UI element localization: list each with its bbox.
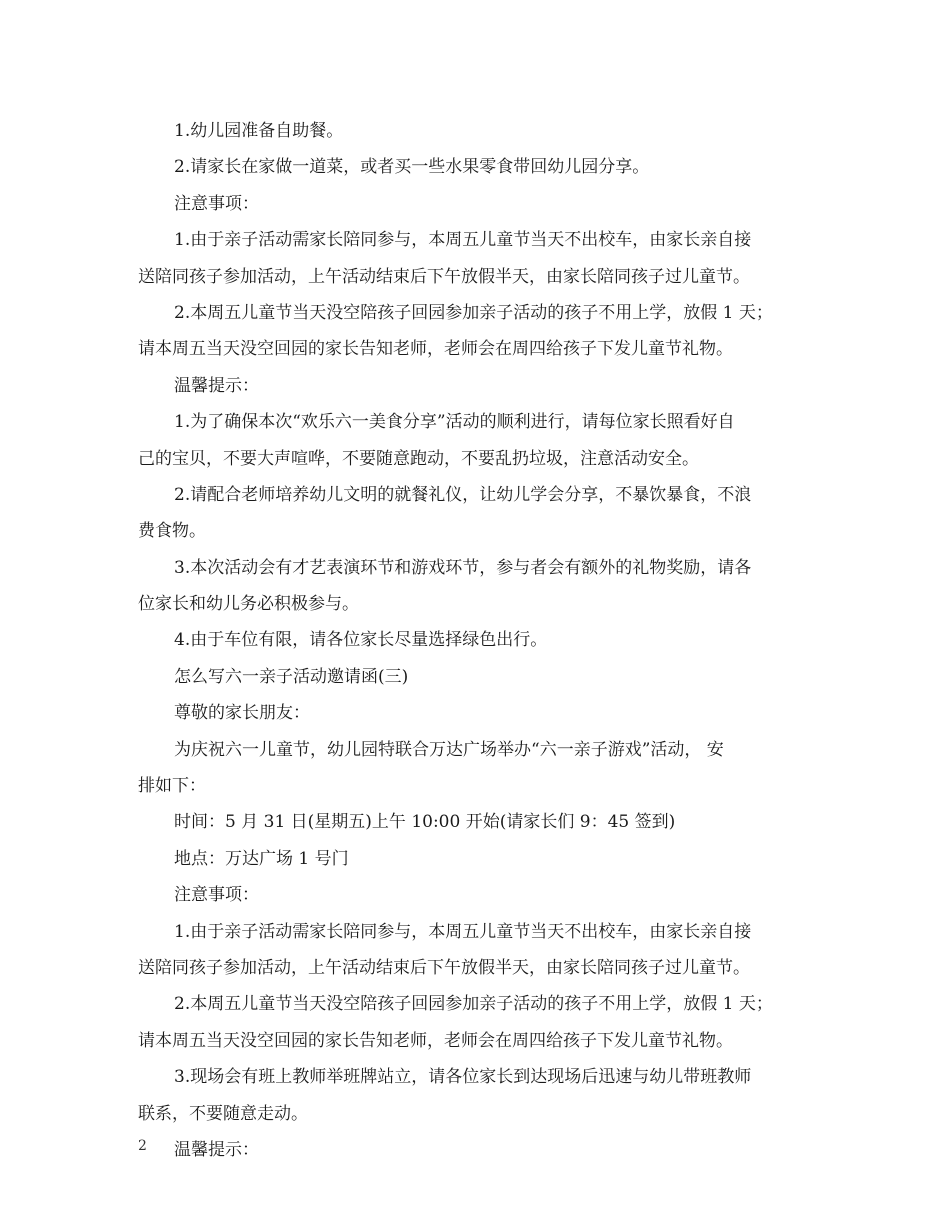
text-line: 请本周五当天没空回园的家长告知老师，老师会在周四给孩子下发儿童节礼物。 bbox=[138, 339, 733, 360]
text-line: 注意事项： bbox=[174, 885, 259, 906]
text-line: 送陪同孩子参加活动，上午活动结束后下午放假半天，由家长陪同孩子过儿童节。 bbox=[138, 266, 750, 287]
text-line: 1.为了确保本次“欢乐六一美食分享”活动的顺利进行，请每位家长照看好自 bbox=[174, 412, 735, 433]
text-line: 4.由于车位有限，请各位家长尽量选择绿色出行。 bbox=[174, 630, 548, 651]
document-body bbox=[138, 113, 828, 1168]
text-line: 注意事项： bbox=[174, 193, 259, 214]
text-line: 排如下： bbox=[138, 776, 206, 797]
text-line: 请本周五当天没空回园的家长告知老师，老师会在周四给孩子下发儿童节礼物。 bbox=[138, 1030, 733, 1051]
text-line: 地点：万达广场 1 号门 bbox=[174, 848, 349, 869]
text-line: 为庆祝六一儿童节，幼儿园特联合万达广场举办“六一亲子游戏”活动， 安 bbox=[174, 739, 724, 760]
text-line: 位家长和幼儿务必积极参与。 bbox=[138, 594, 359, 615]
text-line: 1.幼儿园准备自助餐。 bbox=[174, 121, 344, 141]
text-line: 温馨提示： bbox=[174, 1139, 259, 1160]
text-line: 时间：5 月 31 日(星期五)上午 10:00 开始(请家长们 9：45 签到) bbox=[174, 812, 676, 833]
text-line: 2.请家长在家做一道菜，或者买一些水果零食带回幼儿园分享。 bbox=[174, 157, 650, 178]
text-line: 1.由于亲子活动需家长陪同参与，本周五儿童节当天不出校车，由家长亲自接 bbox=[174, 230, 752, 251]
text-line: 送陪同孩子参加活动，上午活动结束后下午放假半天，由家长陪同孩子过儿童节。 bbox=[138, 957, 750, 978]
text-line: 费食物。 bbox=[138, 521, 206, 542]
page-number: 2 bbox=[138, 1138, 147, 1154]
text-line: 3.本次活动会有才艺表演环节和游戏环节，参与者会有额外的礼物奖励，请各 bbox=[174, 557, 752, 578]
text-line: 己的宝贝，不要大声喧哗，不要随意跑动，不要乱扔垃圾，注意活动安全。 bbox=[138, 448, 699, 469]
text-line: 1.由于亲子活动需家长陪同参与，本周五儿童节当天不出校车，由家长亲自接 bbox=[174, 921, 752, 942]
text-line: 温馨提示： bbox=[174, 375, 259, 396]
text-line: 2.请配合老师培养幼儿文明的就餐礼仪，让幼儿学会分享，不暴饮暴食，不浪 bbox=[174, 484, 752, 505]
text-line: 2.本周五儿童节当天没空陪孩子回园参加亲子活动的孩子不用上学，放假 1 天； bbox=[174, 302, 773, 323]
text-line: 怎么写六一亲子活动邀请函(三) bbox=[174, 666, 409, 687]
text-line: 3.现场会有班上教师举班牌站立，请各位家长到达现场后迅速与幼儿带班教师 bbox=[174, 1067, 752, 1088]
text-line: 尊敬的家长朋友： bbox=[174, 703, 310, 724]
text-line: 联系，不要随意走动。 bbox=[138, 1103, 308, 1124]
text-line: 2.本周五儿童节当天没空陪孩子回园参加亲子活动的孩子不用上学，放假 1 天； bbox=[174, 994, 773, 1015]
